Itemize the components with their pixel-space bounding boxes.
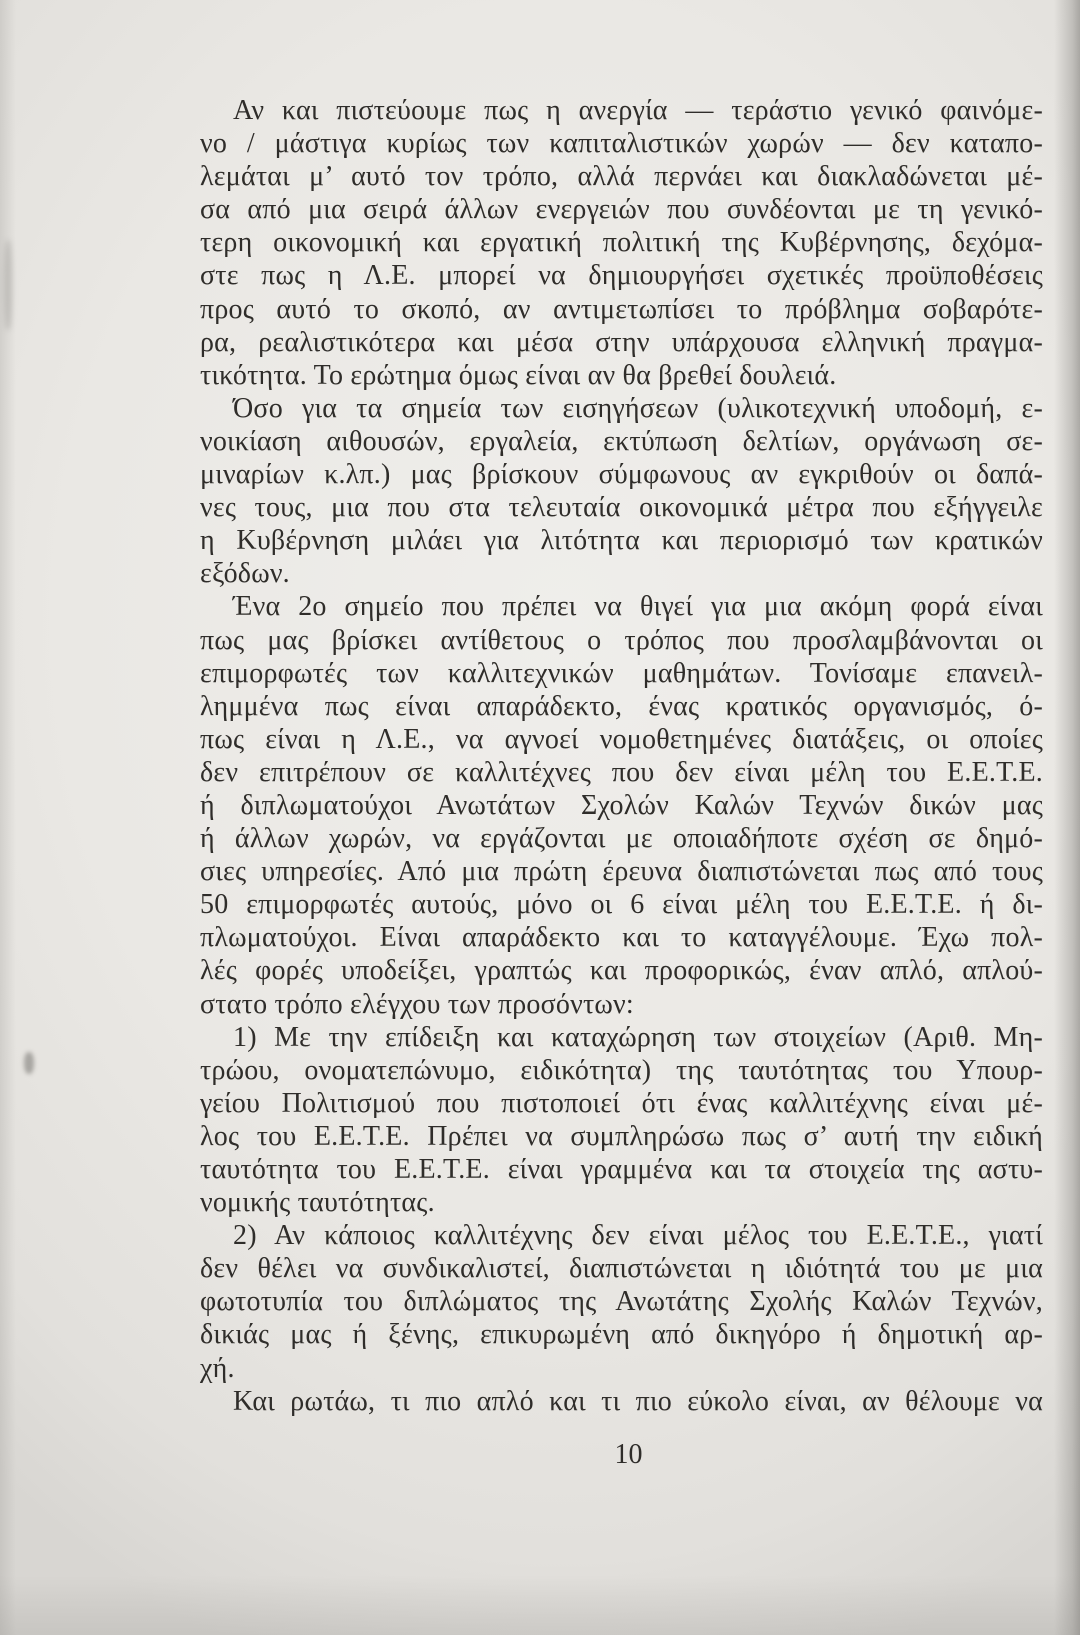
text-line: δεν επιτρέπουν σε καλλιτέχνες που δεν είναι μέλη του Ε.Ε.Τ.Ε. — [200, 756, 1043, 788]
text-line: νες τους, μια που στα τελευταία οικονομικά μέτρα που εξήγγειλε — [200, 492, 1043, 524]
text-line: τερη οικονομική και εργατική πολιτική της Κυβέρνησης, δεχόμα- — [200, 227, 1043, 259]
text-line: στατο τρόπο ελέγχου των προσόντων: — [200, 988, 634, 1020]
text-line: λεμάται μ’ αυτό τον τρόπο, αλλά περνάει και διακλαδώνεται μέ- — [200, 161, 1043, 193]
text-line: νο / μάστιγα κυρίως των καπιταλιστικών χωρών — δεν καταπο- — [200, 128, 1043, 160]
text-line: η Κυβέρνηση μιλάει για λιτότητα και περιορισμό των κρατικών — [200, 525, 1043, 557]
text-line: Ένα 2ο σημείο που πρέπει να θιγεί για μια ακόμη φορά είναι — [233, 591, 1043, 623]
paragraph — [200, 392, 1043, 591]
text-line: επιμορφωτές των καλλιτεχνικών μαθημάτων. Τονίσαμε επανειλ- — [200, 657, 1043, 689]
text-line: γείου Πολιτισμού που πιστοποιεί ότι ένας καλλιτέχνης είναι μέ- — [200, 1087, 1043, 1119]
paragraph — [200, 1219, 1043, 1384]
text-line: ή άλλων χωρών, να εργάζονται με οποιαδήποτε σχέση σε δημό- — [200, 823, 1043, 855]
text-line: σα από μια σειρά άλλων ενεργειών που συνδέονται με τη γενικό- — [200, 194, 1043, 226]
scan-edge-shadow-right — [1054, 0, 1080, 1635]
text-line: πως είναι η Λ.Ε., να αγνοεί νομοθετημένες διατάξεις, οι οποίες — [200, 723, 1043, 755]
text-line: νομικής ταυτότητας. — [200, 1187, 435, 1219]
text-line: 1) Με την επίδειξη και καταχώρηση των στοιχείων (Αριθ. Μη- — [233, 1021, 1043, 1053]
text-line: τικότητα. Το ερώτημα όμως είναι αν θα βρεθεί δουλειά. — [200, 359, 837, 391]
paragraph — [200, 1021, 1043, 1220]
text-line: πως μας βρίσκει αντίθετους ο τρόπος που προσλαμβάνονται οι — [200, 624, 1043, 656]
text-line: λές φορές υποδείξει, γραπτώς και προφορικώς, έναν απλό, απλού- — [200, 955, 1043, 987]
paragraph — [200, 590, 1043, 1020]
text-line: λος του Ε.Ε.Τ.Ε. Πρέπει να συμπληρώσω πως σ’ αυτή την ειδική — [200, 1120, 1043, 1152]
paragraph — [200, 94, 1043, 392]
text-line: Και ρωτάω, τι πιο απλό και τι πιο εύκολο είναι, αν θέλουμε να — [233, 1385, 1043, 1417]
text-line: 50 επιμορφωτές αυτούς, μόνο οι 6 είναι μέλη του Ε.Ε.Τ.Ε. ή δι- — [200, 889, 1043, 921]
text-line: τρώου, ονοματεπώνυμο, ειδικότητα) της ταυτότητας του Υπουρ- — [200, 1054, 1043, 1086]
text-line: σιες υπηρεσίες. Από μια πρώτη έρευνα διαπιστώνεται πως από τους — [200, 856, 1043, 888]
text-line: Αν και πιστεύουμε πως η ανεργία — τεράστιο γενικό φαινόμε- — [233, 95, 1043, 126]
text-line: μιναρίων κ.λπ.) μας βρίσκουν σύμφωνους αν εγκριθούν οι δαπά- — [200, 459, 1043, 491]
text-line: ή διπλωματούχοι Ανωτάτων Σχολών Καλών Τεχνών δικών μας — [200, 789, 1043, 821]
page-number: 10 — [614, 1439, 643, 1470]
scan-edge-shadow-bottom — [0, 1575, 1080, 1635]
text-line: 2) Αν κάποιος καλλιτέχνης δεν είναι μέλος του Ε.Ε.Τ.Ε., γιατί — [233, 1220, 1043, 1252]
scan-smudge — [24, 1052, 34, 1074]
body-text — [200, 94, 1043, 1418]
text-line: δικιάς μας ή ξένης, επικυρωμένη από δικηγόρο ή δημοτική αρ- — [200, 1319, 1043, 1351]
text-line: προς αυτό το σκοπό, αν αντιμετωπίσει το πρόβλημα σοβαρότε- — [200, 293, 1043, 325]
paragraph — [200, 1385, 1043, 1418]
text-line: ταυτότητα του Ε.Ε.Τ.Ε. είναι γραμμένα και τα στοιχεία της αστυ- — [200, 1154, 1043, 1185]
text-line: Όσο για τα σημεία των εισηγήσεων (υλικοτεχνική υποδομή, ε- — [233, 392, 1043, 424]
text-line: δεν θέλει να συνδικαλιστεί, διαπιστώνεται η ιδιότητά του με μια — [200, 1253, 1043, 1285]
text-line: στε πως η Λ.Ε. μπορεί να δημιουργήσει σχετικές προϋποθέσεις — [200, 260, 1043, 292]
scan-smudge — [4, 240, 12, 330]
text-line: εξόδων. — [200, 558, 290, 590]
text-line: νοικίαση αιθουσών, εργαλεία, εκτύπωση δελτίων, οργάνωση σε- — [200, 425, 1043, 457]
text-line: ρα, ρεαλιστικότερα και μέσα στην υπάρχουσα ελληνική πραγμα- — [200, 326, 1043, 358]
text-line: χή. — [200, 1352, 235, 1384]
text-line: πλωματούχοι. Είναι απαράδεκτο και το καταγγέλουμε. Έχω πολ- — [200, 922, 1043, 954]
text-line: λημμένα πως είναι απαράδεκτο, ένας κρατικός οργανισμός, ό- — [200, 690, 1043, 722]
text-line: φωτοτυπία του διπλώματος της Ανωτάτης Σχολής Καλών Τεχνών, — [200, 1286, 1043, 1318]
